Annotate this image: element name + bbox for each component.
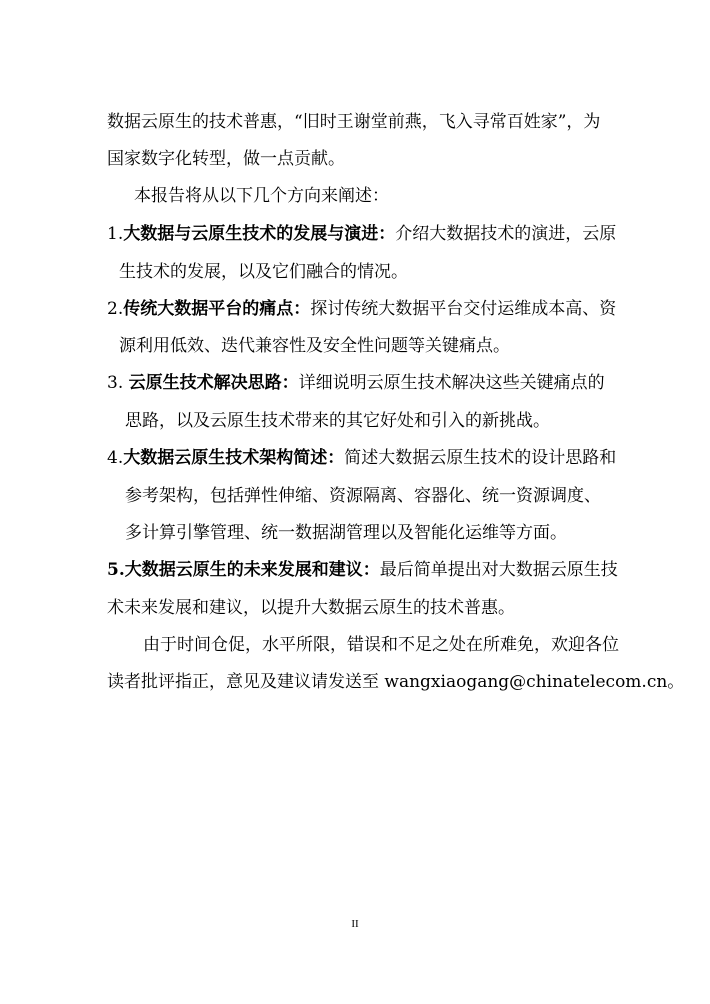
list-item-3 <box>107 371 605 395</box>
list-item-5-cont: 术未来发展和建议，以提升大数据云原生的技术普惠。 <box>107 598 515 618</box>
item-title: 大数据云原生的未来发展和建议： <box>124 560 380 580</box>
list-item-4-cont: 参考架构，包括弹性伸缩、资源隔离、容器化、统一资源调度、 <box>125 486 601 506</box>
item-text: 详细说明云原生技术解决这些关键痛点的 <box>298 373 605 393</box>
item-text: 介绍大数据技术的演进，云原 <box>395 224 617 244</box>
intro-line-1: 数据云原生的技术普惠，“旧时王谢堂前燕，飞入寻常百姓家”，为 <box>107 112 601 132</box>
item-number: 5. <box>107 560 125 580</box>
list-item-3-cont: 思路，以及云原生技术带来的其它好处和引入的新挑战。 <box>125 411 550 431</box>
item-title: 传统大数据平台的痛点： <box>123 299 311 319</box>
closing-line-2: 读者批评指正，意见及建议请发送至 wangxiaogang@chinatelecom.cn。 <box>107 672 685 692</box>
item-text: 简述大数据云原生技术的设计思路和 <box>344 448 617 468</box>
item-title: 大数据与云原生技术的发展与演进： <box>123 224 396 244</box>
item-title: 大数据云原生技术架构简述： <box>123 448 345 468</box>
item-text: 探讨传统大数据平台交付运维成本高、资 <box>310 299 617 319</box>
list-item-5 <box>107 558 618 582</box>
list-item-1-cont: 生技术的发展，以及它们融合的情况。 <box>119 262 408 282</box>
intro-line-2: 国家数字化转型，做一点贡献。 <box>107 149 345 169</box>
list-item-1 <box>107 222 616 246</box>
closing-line-1: 由于时间仓促，水平所限，错误和不足之处在所难免，欢迎各位 <box>143 635 619 655</box>
page-number: II <box>351 918 359 930</box>
list-item-4 <box>107 446 616 470</box>
list-item-2-cont: 源利用低效、迭代兼容性及安全性问题等关键痛点。 <box>119 336 510 356</box>
item-text: 最后简单提出对大数据云原生技 <box>379 560 618 580</box>
item-number: 1. <box>107 224 124 244</box>
item-number: 2. <box>107 299 124 319</box>
list-item-4-cont-2: 多计算引擎管理、统一数据湖管理以及智能化运维等方面。 <box>125 523 567 543</box>
item-number: 4. <box>107 448 124 468</box>
list-item-2 <box>107 297 616 321</box>
outline-intro: 本报告将从以下几个方向来阐述： <box>134 186 389 206</box>
item-number: 3. <box>107 373 129 393</box>
item-title: 云原生技术解决思路： <box>128 373 299 393</box>
